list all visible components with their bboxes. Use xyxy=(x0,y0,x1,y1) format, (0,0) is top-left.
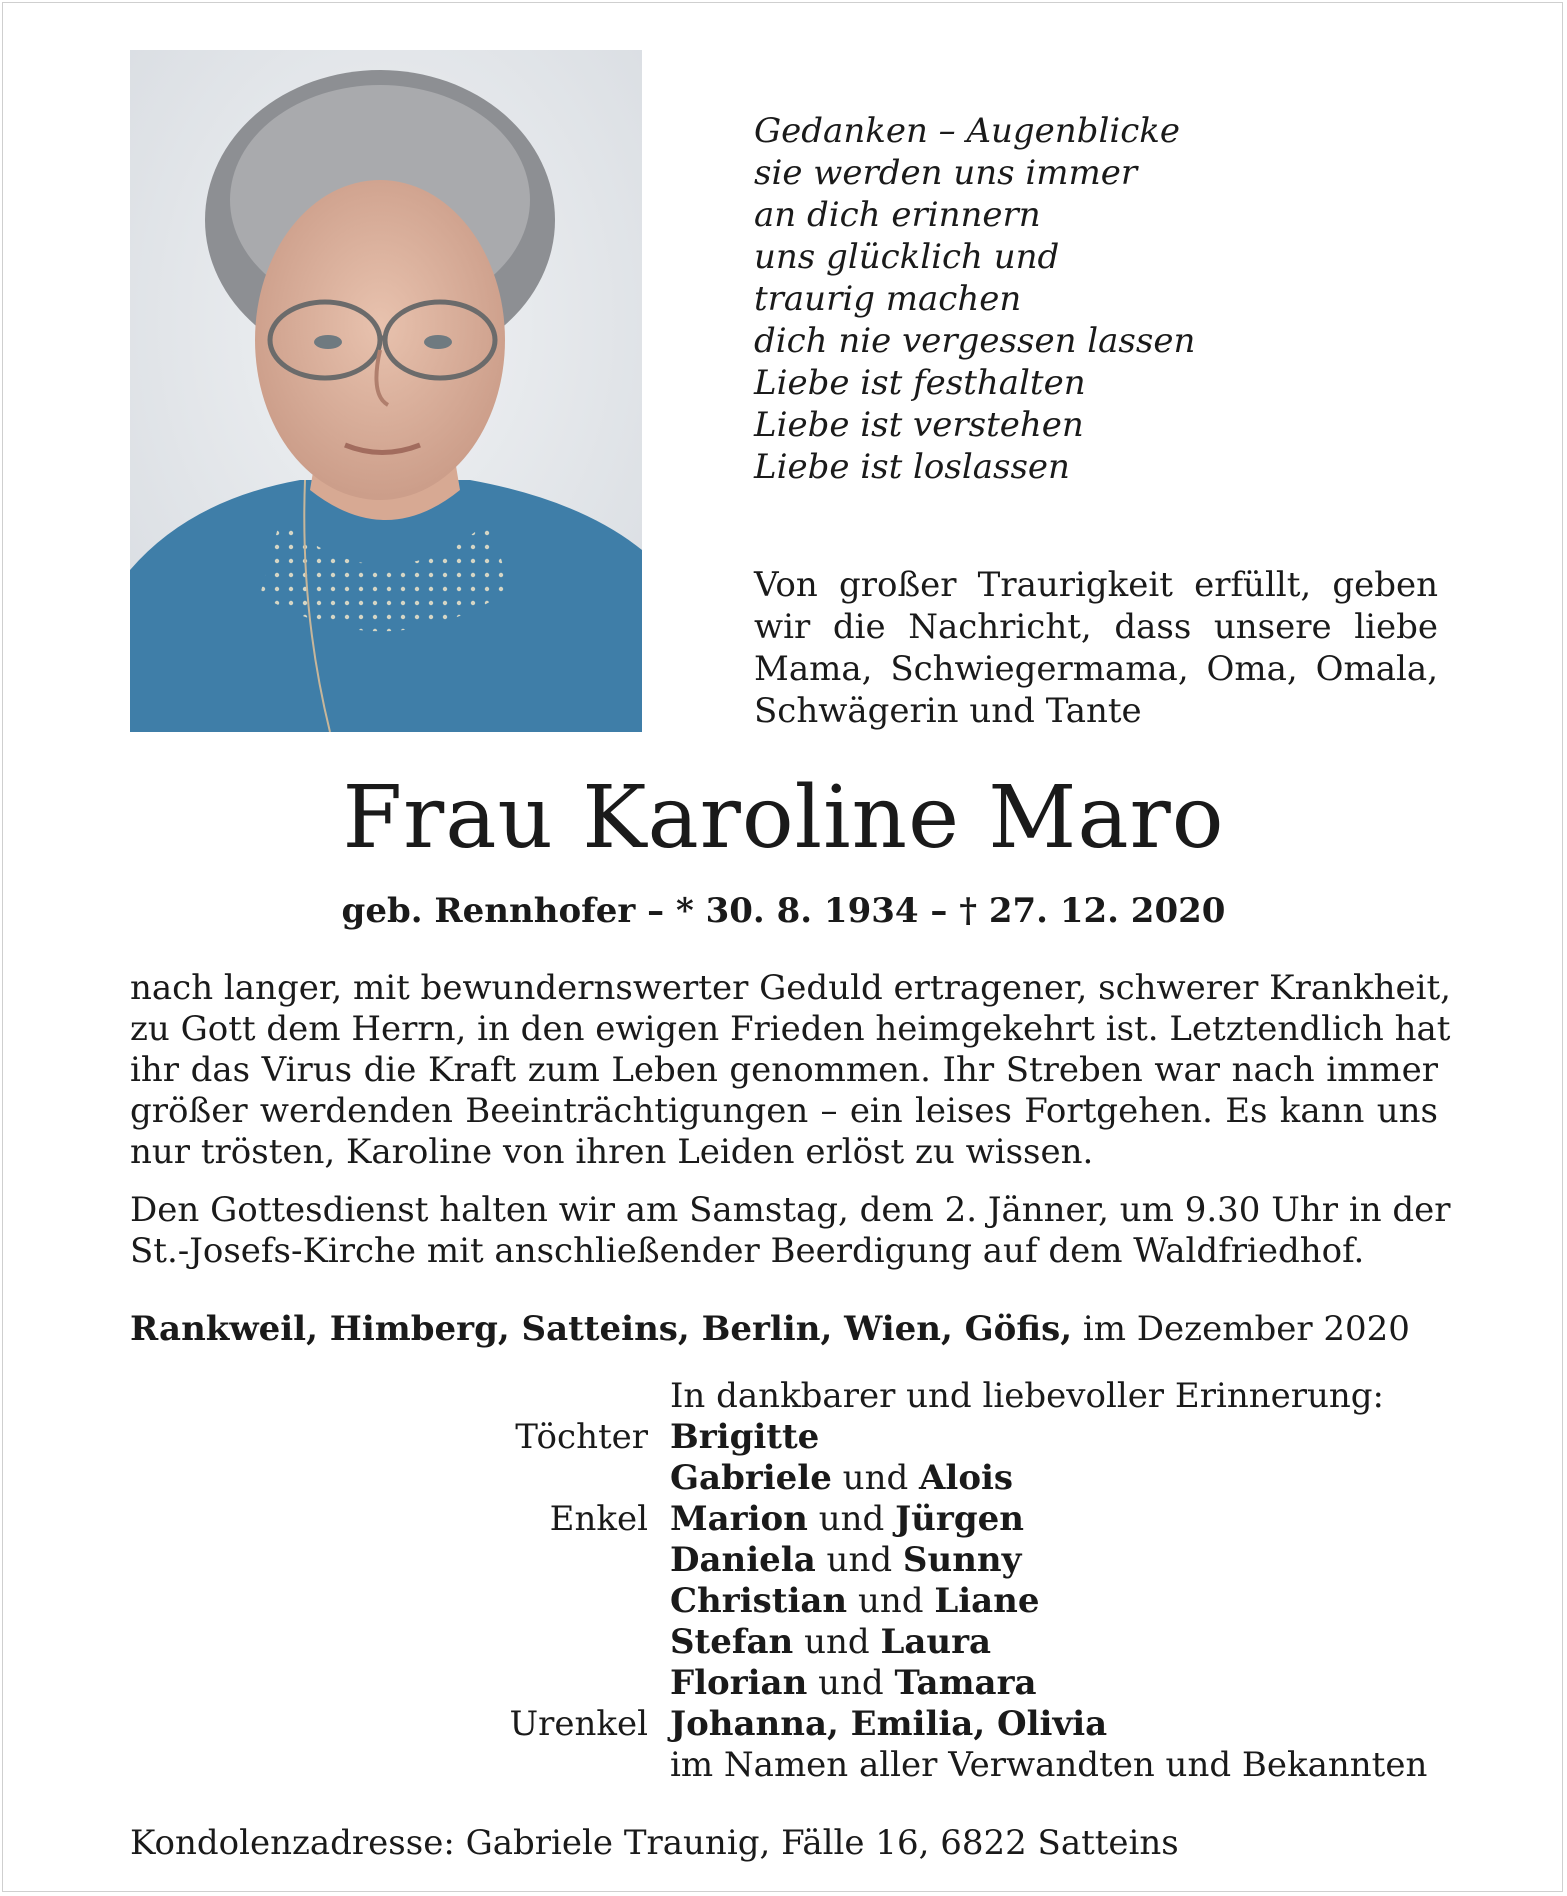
family-heading: In dankbarer und liebevoller Erinnerung: xyxy=(670,1376,1384,1416)
body-line: größer werdenden Beeinträchtigungen – ein leises Fortgehen. Es kann uns xyxy=(130,1091,1438,1131)
relative-name: Sunny xyxy=(902,1540,1022,1580)
relative-name: Laura xyxy=(880,1622,992,1662)
and-word: und xyxy=(842,1458,909,1498)
relative-name: Johanna, Emilia, Olivia xyxy=(670,1704,1108,1744)
poem-line: Liebe ist loslassen xyxy=(754,447,1070,487)
relative-name: Tamara xyxy=(894,1663,1037,1703)
family-list xyxy=(430,1376,1470,1786)
poem-line: an dich erinnern xyxy=(754,195,1041,235)
service-line: Den Gottesdienst halten wir am Samstag, dem 2. Jänner, um 9.30 Uhr in der xyxy=(130,1190,1451,1230)
and-word: und xyxy=(857,1581,924,1621)
and-word: und xyxy=(818,1499,885,1539)
body-line: nur trösten, Karoline von ihren Leiden erlöst zu wissen. xyxy=(130,1132,1094,1172)
condolence-address: Kondolenzadresse: Gabriele Traunig, Fälle 16, 6822 Satteins xyxy=(130,1823,1179,1863)
list-item xyxy=(430,1622,1470,1663)
announcement-text xyxy=(130,968,1451,1173)
role-label: Töchter xyxy=(515,1417,648,1457)
portrait-photo xyxy=(130,50,642,732)
list-item xyxy=(430,1540,1470,1581)
poem-line: uns glücklich und xyxy=(754,237,1060,277)
poem-line: sie werden uns immer xyxy=(754,153,1138,193)
family-closing-row xyxy=(430,1745,1470,1786)
place-and-date xyxy=(130,1308,1438,1350)
list-item xyxy=(430,1458,1470,1499)
intro-line: wir die Nachricht, dass unsere liebe xyxy=(754,607,1438,647)
and-word: und xyxy=(826,1540,893,1580)
role-label: Enkel xyxy=(549,1499,648,1539)
deceased-name: Frau Karoline Maro xyxy=(342,768,1225,868)
relative-name: Brigitte xyxy=(670,1417,820,1457)
relative-name: Stefan xyxy=(670,1622,794,1662)
list-item xyxy=(430,1663,1470,1704)
poem xyxy=(754,110,1454,488)
and-word: und xyxy=(804,1622,870,1662)
poem-line: Gedanken – Augenblicke xyxy=(754,111,1180,151)
intro-line: Mama, Schwiegermama, Oma, Omala, xyxy=(754,649,1438,689)
role-label: Urenkel xyxy=(509,1704,648,1744)
poem-line: dich nie vergessen lassen xyxy=(754,321,1196,361)
notice-date: im Dezember 2020 xyxy=(1072,1309,1410,1349)
intro-line: Schwägerin und Tante xyxy=(754,691,1142,731)
list-item xyxy=(430,1581,1470,1622)
relative-name: Gabriele xyxy=(670,1458,832,1498)
intro-paragraph xyxy=(754,564,1438,732)
family-closing: im Namen aller Verwandten und Bekannten xyxy=(670,1745,1428,1785)
relative-name: Jürgen xyxy=(895,1499,1024,1539)
body-line: zu Gott dem Herrn, in den ewigen Frieden heimgekehrt ist. Letztendlich hat xyxy=(130,1009,1451,1049)
family-heading-row xyxy=(430,1376,1470,1417)
poem-line: Liebe ist festhalten xyxy=(754,363,1086,403)
service-line: St.-Josefs-Kirche mit anschließender Beerdigung auf dem Waldfriedhof. xyxy=(130,1231,1365,1271)
body-line: ihr das Virus die Kraft zum Leben genommen. Ihr Streben war nach immer xyxy=(130,1050,1438,1090)
towns: Rankweil, Himberg, Satteins, Berlin, Wien, Göfis, xyxy=(130,1309,1073,1349)
service-info xyxy=(130,1190,1451,1272)
list-item xyxy=(430,1417,1470,1458)
relative-name: Christian xyxy=(670,1581,848,1621)
poem-line: Liebe ist verstehen xyxy=(754,405,1084,445)
poem-line: traurig machen xyxy=(754,279,1022,319)
and-word: und xyxy=(818,1663,884,1703)
relative-name: Marion xyxy=(670,1499,808,1539)
body-line: nach langer, mit bewundernswerter Geduld ertragener, schwerer Krankheit, xyxy=(130,968,1451,1008)
intro-line: Von großer Traurigkeit erfüllt, geben xyxy=(754,565,1438,605)
relative-name: Liane xyxy=(934,1581,1040,1621)
deceased-dates: geb. Rennhofer – * 30. 8. 1934 – † 27. 12. 2020 xyxy=(341,891,1226,931)
relative-name: Daniela xyxy=(670,1540,816,1580)
list-item xyxy=(430,1704,1470,1745)
relative-name: Florian xyxy=(670,1663,808,1703)
list-item xyxy=(430,1499,1470,1540)
relative-name: Alois xyxy=(919,1458,1014,1498)
